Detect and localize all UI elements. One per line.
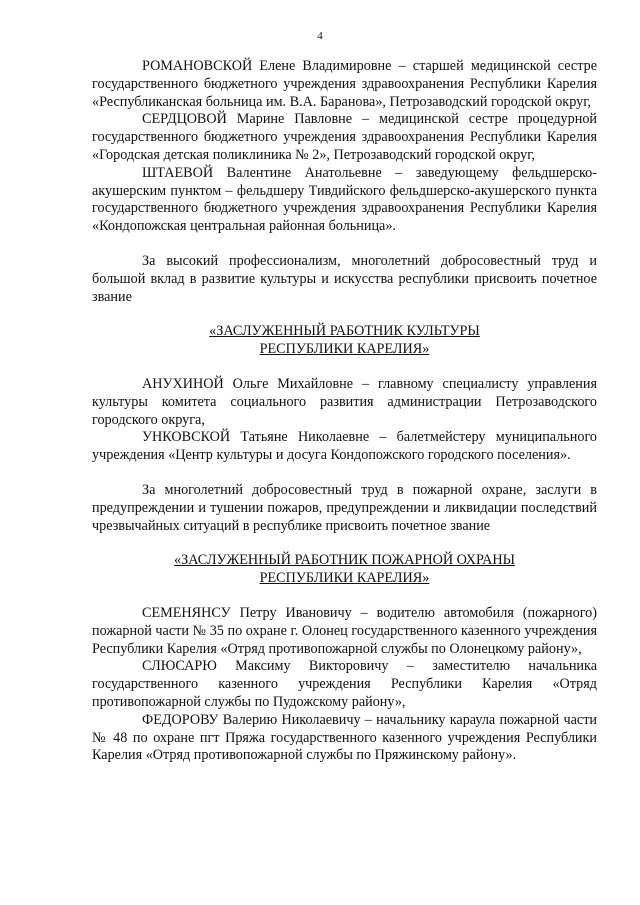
recipient-entry: АНУХИНОЙ Ольге Михайловне – главному специалисту управления культуры комитета социального развития администрации Петрозаводского городского округа,	[92, 375, 597, 428]
recipient-entry: РОМАНОВСКОЙ Елене Владимировне – старшей медицинской сестре государственного бюджетного учреждения здравоохранения Республики Карелия «Республиканская больница им. В.А. Баранова», Петрозаводский городской округ,	[92, 58, 597, 110]
recipient-entry: ФЕДОРОВУ Валерию Николаевичу – начальнику караула пожарной части № 48 по охране пгт Пряжа государственного казенного учреждения Республики Карелия «Отряд противопожарной службы по Пряжинскому району».	[92, 711, 597, 764]
recipient-entry: СЕМЕНЯНСУ Петру Ивановичу – водителю автомобиля (пожарного) пожарной части № 35 по охране г. Олонец государственного казенного учреждения Республики Карелия «Отряд противопожарной службы по Олонецкому району»,	[92, 604, 597, 657]
recipient-entry: ШТАЕВОЙ Валентине Анатольевне – заведующему фельдшерско-акушерским пунктом – фельдшеру Тивдийского фельдшерско-акушерского пункта государственного бюджетного учреждения здравоохранения Республики Карелия «Кондопожская центральная районная больница».	[92, 164, 597, 235]
fire-award-title-line2: РЕСПУБЛИКИ КАРЕЛИЯ»	[259, 570, 430, 587]
culture-recipients-list	[92, 376, 597, 465]
medical-recipients-list	[92, 58, 597, 236]
fire-award-intro: За многолетний добросовестный труд в пожарной охране, заслуги в предупреждении и тушении пожаров, предупреждении и ликвидации последствий чрезвычайных ситуаций в республике присвоить почетное звание	[92, 481, 597, 534]
recipient-entry: УНКОВСКОЙ Татьяне Николаевне – балетмейстеру муниципального учреждения «Центр культуры и досуга Кондопожского городского поселения».	[92, 429, 597, 464]
recipient-entry: СЛЮСАРЮ Максиму Викторовичу – заместителю начальника государственного казенного учреждения Республики Карелия «Отряд противопожарной службы по Пудожскому району»,	[92, 658, 597, 710]
culture-award-intro: За высокий профессионализм, многолетний добросовестный труд и большой вклад в развитие культуры и искусства республики присвоить почетное звание	[92, 252, 597, 305]
recipient-entry: СЕРДЦОВОЙ Марине Павловне – медицинской сестре процедурной государственного бюджетного учреждения здравоохранения Республики Карелия «Городская детская поликлиника № 2», Петрозаводский городской округ,	[92, 111, 597, 163]
culture-award-title-line1: «ЗАСЛУЖЕННЫЙ РАБОТНИК КУЛЬТУРЫ	[209, 323, 480, 340]
fire-award-title-line1: «ЗАСЛУЖЕННЫЙ РАБОТНИК ПОЖАРНОЙ ОХРАНЫ	[174, 552, 515, 569]
fire-award-title	[92, 552, 597, 588]
fire-recipients-list	[92, 605, 597, 765]
culture-award-title-line2: РЕСПУБЛИКИ КАРЕЛИЯ»	[259, 341, 430, 358]
page-number: 4	[317, 30, 323, 42]
culture-award-title	[92, 323, 597, 359]
page-content	[92, 58, 597, 765]
